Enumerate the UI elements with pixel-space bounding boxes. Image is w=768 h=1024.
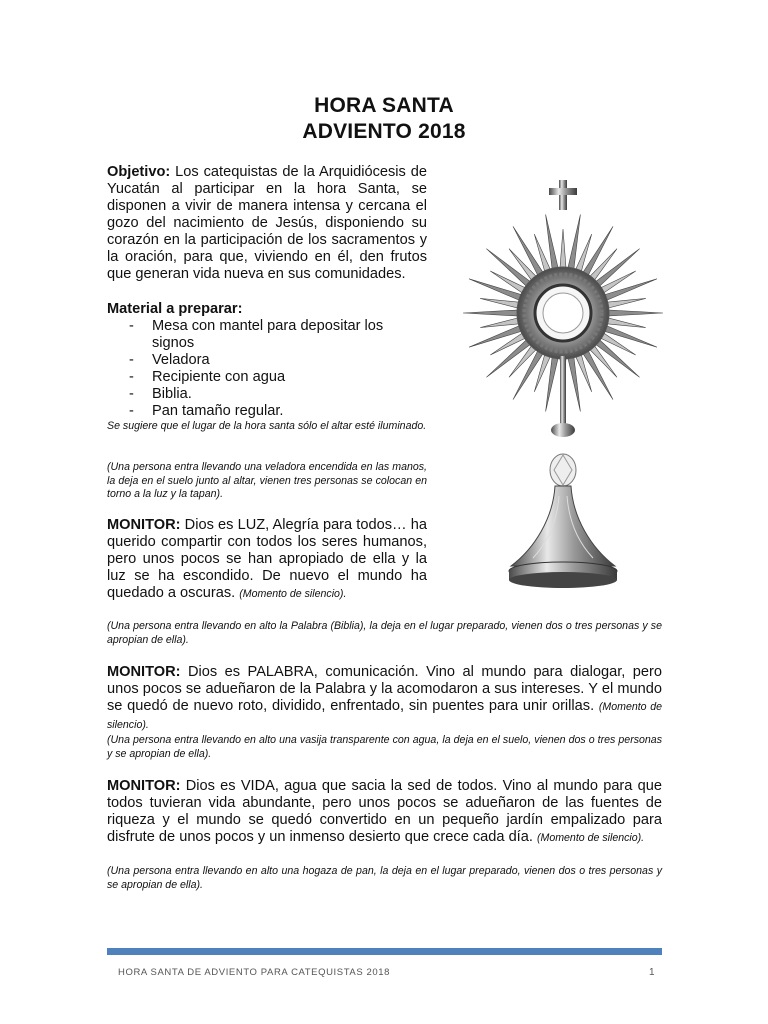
monstrance-ray [560,229,566,269]
monitor-light-paragraph [107,517,427,603]
page-number: 1 [649,967,655,978]
list-item: - Mesa con mantel para depositar los signos [107,318,427,352]
note-water: (Una persona entra llevando en alto una vasija transparente con agua, la deja en el suelo, vienen dos o tres personas y se apropian de ella). [107,734,662,760]
monitor-word-text: Dios es PALABRA, comunicación. Vino al mundo para dialogar, pero unos pocos se adueñaron de la Palabra y la acomodaron a sus intereses. Y el mundo se quedó de nuevo roto, dividido, enfrentado, sin puentes para unir orillas. [107,664,662,714]
monstrance-ray [568,356,581,412]
monstrance-ray [546,215,559,271]
page-title [0,93,768,145]
materials-section [107,301,427,420]
monitor-life-paragraph [107,778,662,847]
objective-label: Objetivo: [107,164,171,180]
silence-note: (Momento de silencio). [536,832,645,844]
note-bread: (Una persona entra llevando en alto una hogaza de pan, la deja en el lugar preparado, vienen dos o tres personas y se apropian de ella). [107,865,662,891]
footer-text: HORA SANTA DE ADVIENTO PARA CATEQUISTAS 2018 [118,967,391,978]
objective-text: Los catequistas de la Arquidiócesis de Yucatán al participar en la hora Santa, se disponen a vivir de manera intensa y cercana el gozo del nacimiento de Jesús, disponiendo su corazón en la participación de los sacramentos y la oración, para que, viviendo en él, den frutos que generan vida nueva en sus comunidades. [107,164,427,282]
monstrance-ray [606,298,646,308]
silence-note: (Momento de silencio). [239,588,347,600]
note-lighting: Se sugiere que el lugar de la hora santa sólo el altar esté iluminado. [107,420,427,432]
title-line-2: ADVIENTO 2018 [302,120,466,143]
monstrance-ray [463,310,519,316]
monstrance-ray [480,298,520,308]
monstrance-ray [607,310,663,316]
monitor-life-text: Dios es VIDA, agua que sacia la sed de todos. Vino al mundo para que todos tuvieran vida abundante, pero unos pocos se adueñaron de las fuentes de riqueza y el mundo se quedó convertido en un pequeño jardín empalizado para disfrute de unos pocos y un inmenso desierto que crece cada día. [107,778,662,845]
monstrance-ray [568,215,581,271]
monstrance-ray [469,325,523,347]
monstrance-icon [455,178,673,598]
monitor-label: MONITOR: [107,664,181,680]
monstrance-ray [603,279,657,301]
monstrance-ray [480,318,520,328]
silence-note: (Momento de silencio). [107,701,662,731]
title-line-1: HORA SANTA [314,94,454,117]
list-item: - Pan tamaño regular. [107,403,427,420]
monitor-word-paragraph [107,664,662,734]
materials-list [107,318,427,420]
materials-heading: Material a preparar: [107,301,243,317]
monstrance-ray [603,325,657,347]
list-item: - Biblia. [107,386,427,403]
monstrance-ray [546,356,559,412]
list-item: - Recipiente con agua [107,369,427,386]
monitor-label: MONITOR: [107,517,181,533]
monstrance-ray [606,318,646,328]
note-candle: (Una persona entra llevando una veladora encendida en las manos, la deja en el suelo junto al altar, vienen tres personas se colocan en torno a la luz y la tapan). [107,461,427,500]
list-item: - Veladora [107,352,427,369]
monitor-label: MONITOR: [107,778,181,794]
monstrance-ray [469,279,523,301]
note-bible: (Una persona entra llevando en alto la Palabra (Biblia), la deja en el lugar preparado, vienen dos o tres personas y se apropian de ella). [107,620,662,646]
monitor-light-text: Dios es LUZ, Alegría para todos… ha querido compartir con todos los seres humanos, pero unos pocos se han apropiado de ella y la luz se ha escondido. De nuevo el mundo ha quedado a oscuras. [107,517,427,601]
footer-bar [107,948,662,955]
objective-paragraph [107,164,427,283]
